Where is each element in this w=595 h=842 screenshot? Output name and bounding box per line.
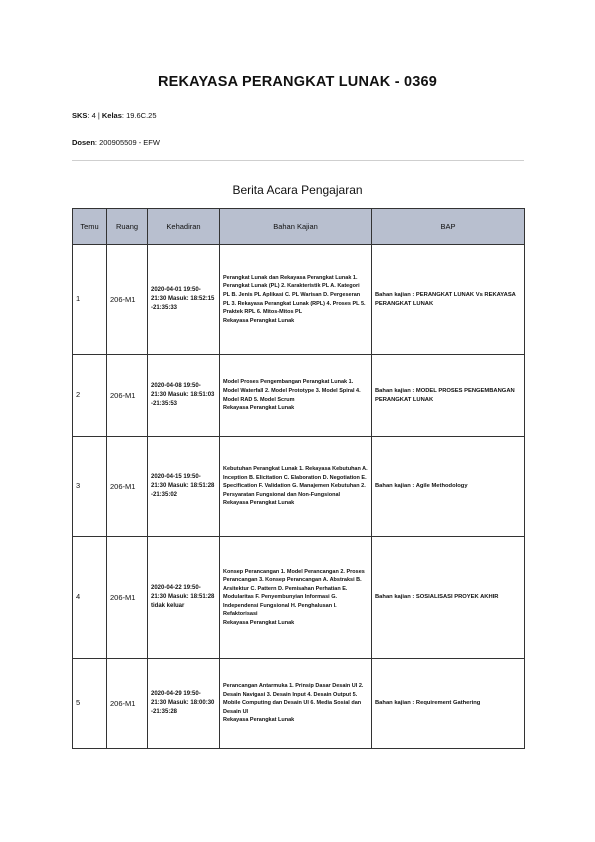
bap-cell: Bahan kajian : Requirement Gathering — [372, 659, 525, 749]
divider — [72, 160, 524, 161]
bahan-kajian-cell — [220, 437, 372, 537]
kehadiran-cell: 2020-04-01 19:50-21:30 Masuk: 18:52:15 -21:35:33 — [148, 245, 220, 355]
sks-label: SKS — [72, 111, 88, 120]
ruang-cell: 206-M1 — [107, 245, 148, 355]
kelas-label: Kelas — [101, 111, 122, 120]
bahan-kajian-text: Konsep Perancangan 1. Model Perancangan 2. Proses Perancangan 3. Konsep Perancangan A. Abstraksi B. Arsitektur C. Pattern D. Pemisahan Perhatian E. Modularitas F. Penyembunyian Informasi G. Independensi Fungsional H. Penghalusan I. Refaktorisasi — [223, 568, 365, 618]
ruang-cell: 206-M1 — [107, 659, 148, 749]
kehadiran-cell: 2020-04-15 19:50-21:30 Masuk: 18:51:28 -21:35:02 — [148, 437, 220, 537]
table-row — [73, 659, 525, 749]
table-row — [73, 537, 525, 659]
bahan-kajian-course: Rekayasa Perangkat Lunak — [223, 717, 295, 724]
column-header-temu: Temu — [73, 209, 107, 245]
kehadiran-cell: 2020-04-29 19:50-21:30 Masuk: 18:00:30 -21:35:28 — [148, 659, 220, 749]
dosen-label: Dosen — [72, 138, 95, 147]
temu-cell: 4 — [73, 537, 107, 659]
bap-cell: Bahan kajian : SOSIALISASI PROYEK AKHIR — [372, 537, 525, 659]
kehadiran-cell: 2020-04-08 19:50-21:30 Masuk: 18:51:03 -21:35:53 — [148, 355, 220, 437]
temu-cell: 1 — [73, 245, 107, 355]
column-header-bahan-kajian: Bahan Kajian — [220, 209, 372, 245]
table-row — [73, 355, 525, 437]
temu-cell: 3 — [73, 437, 107, 537]
bap-table — [72, 208, 525, 749]
bap-cell: Bahan kajian : PERANGKAT LUNAK Vs REKAYASA PERANGKAT LUNAK — [372, 245, 525, 355]
ruang-cell: 206-M1 — [107, 437, 148, 537]
bahan-kajian-cell — [220, 355, 372, 437]
table-row — [73, 437, 525, 537]
column-header-bap: BAP — [372, 209, 525, 245]
dosen-value: : 200905509 - EFW — [94, 138, 160, 147]
dosen-line — [72, 138, 160, 147]
bahan-kajian-cell — [220, 537, 372, 659]
bahan-kajian-course: Rekayasa Perangkat Lunak — [223, 317, 295, 324]
sks-value: : 4 | — [87, 111, 102, 120]
section-title: Berita Acara Pengajaran — [232, 183, 363, 197]
kehadiran-cell: 2020-04-22 19:50-21:30 Masuk: 18:51:28 tidak keluar — [148, 537, 220, 659]
sks-kelas-line — [72, 111, 157, 120]
bahan-kajian-cell — [220, 245, 372, 355]
column-header-kehadiran: Kehadiran — [148, 209, 220, 245]
bahan-kajian-text: Model Proses Pengembangan Perangkat Lunak 1. Model Waterfall 2. Model Prototype 3. Model Spiral 4. Model RAD 5. Model Scrum — [223, 379, 361, 403]
column-header-ruang: Ruang — [107, 209, 148, 245]
page-title: REKAYASA PERANGKAT LUNAK - 0369 — [157, 74, 438, 90]
temu-cell: 5 — [73, 659, 107, 749]
bap-cell: Bahan kajian : Agile Methodology — [372, 437, 525, 537]
temu-cell: 2 — [73, 355, 107, 437]
bahan-kajian-course: Rekayasa Perangkat Lunak — [223, 500, 295, 507]
bahan-kajian-course: Rekayasa Perangkat Lunak — [223, 619, 295, 626]
kelas-value: : 19.6C.25 — [121, 111, 157, 120]
bahan-kajian-text: Perancangan Antarmuka 1. Prinsip Dasar Desain UI 2. Desain Navigasi 3. Desain Input 4. Desain Output 5. Mobile Computing dan Desain UI 6. Media Sosial dan Desain UI — [223, 683, 364, 715]
table-header-row — [73, 209, 525, 245]
table-row — [73, 245, 525, 355]
ruang-cell: 206-M1 — [107, 537, 148, 659]
bahan-kajian-course: Rekayasa Perangkat Lunak — [223, 405, 295, 412]
bap-cell: Bahan kajian : MODEL PROSES PENGEMBANGAN PERANGKAT LUNAK — [372, 355, 525, 437]
ruang-cell: 206-M1 — [107, 355, 148, 437]
bahan-kajian-text: Perangkat Lunak dan Rekayasa Perangkat Lunak 1. Perangkat Lunak (PL) 2. Karakteristik PL A. Kategori PL B. Jenis PL Aplikasi C. PL Warisan D. Pergeseran PL 3. Rekayasa Perangkat Lunak (RPL) 4. Proses PL 5. Praktek RPL 6. Mitos-Mitos PL — [223, 274, 366, 316]
bahan-kajian-text: Kebutuhan Perangkat Lunak 1. Rekayasa Kebutuhan A. Inception B. Elicitation C. Elaboration D. Negotiation E. Specification F. Validation G. Manajemen Kebutuhan 2. Persyaratan Fungsional dan Non-Fungsional — [223, 466, 368, 498]
bahan-kajian-cell — [220, 659, 372, 749]
